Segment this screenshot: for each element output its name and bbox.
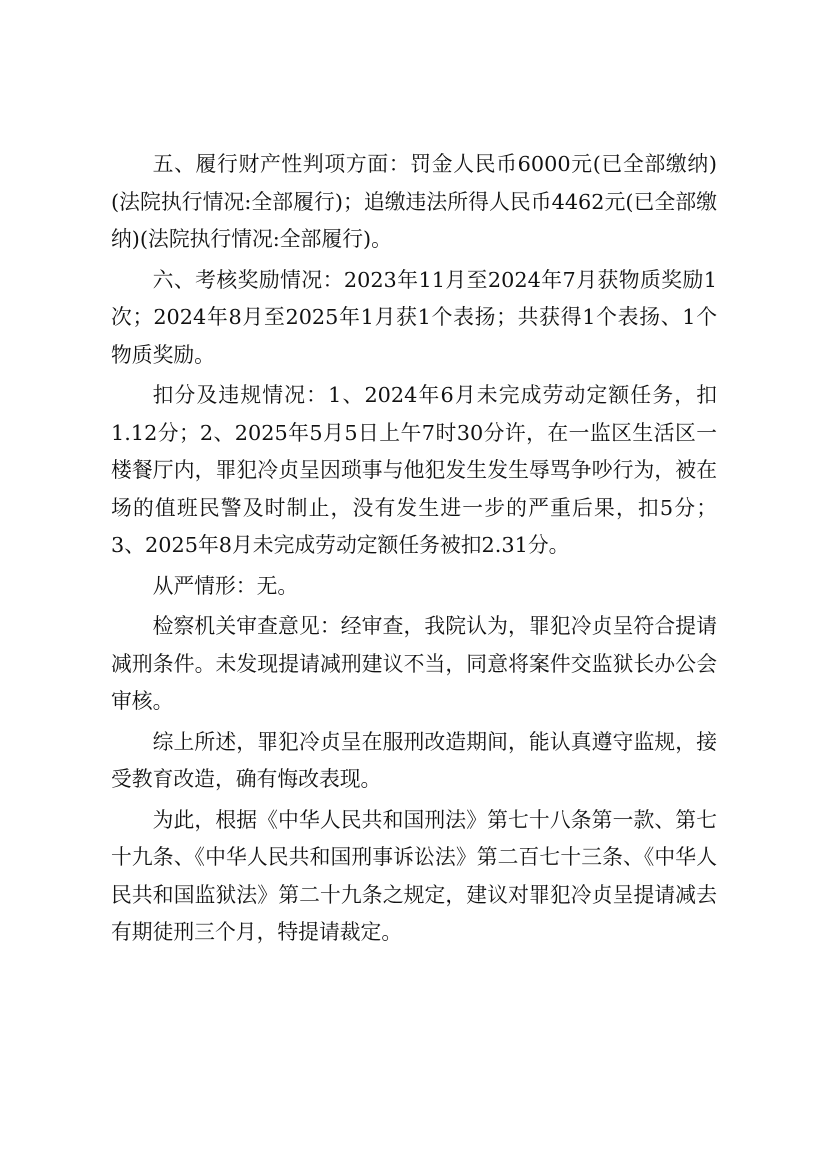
paragraph-strict-circumstances: 从严情形：无。	[152, 573, 299, 598]
paragraph-property-judgment: 五、履行财产性判项方面：罚金人民币6000元(已全部缴纳)(法院执行情况:全部履行)；追缴违法所得人民币4462元(已全部缴纳)(法院执行情况:全部履行)。	[111, 152, 717, 251]
document-body	[111, 146, 717, 955]
paragraph-recommendation: 为此，根据《中华人民共和国刑法》第七十八条第一款、第七十九条、《中华人民共和国刑事诉讼法》第二百七十三条、《中华人民共和国监狱法》第二十九条之规定，建议对罪犯冷贞呈提请减去有期徒刑三个月，特提请裁定。	[111, 807, 717, 944]
paragraph-deductions-violations: 扣分及违规情况：1、2024年6月未完成劳动定额任务，扣1.12分；2、2025年5月5日上午7时30分许，在一监区生活区一楼餐厅内，罪犯冷贞呈因琐事与他犯发生发生辱骂争吵行为，被在场的值班民警及时制止，没有发生进一步的严重后果，扣5分；3、2025年8月未完成劳动定额任务被扣2.31分。	[111, 383, 717, 557]
paragraph-summary: 综上所述，罪犯冷贞呈在服刑改造期间，能认真遵守监规，接受教育改造，确有悔改表现。	[111, 729, 717, 791]
paragraph-rewards: 六、考核奖励情况：2023年11月至2024年7月获物质奖励1次；2024年8月至2025年1月获1个表扬；共获得1个表扬、1个物质奖励。	[111, 267, 717, 367]
paragraph-procuratorate-opinion: 检察机关审查意见：经审查，我院认为，罪犯冷贞呈符合提请减刑条件。未发现提请减刑建议不当，同意将案件交监狱长办公会审核。	[111, 614, 717, 713]
